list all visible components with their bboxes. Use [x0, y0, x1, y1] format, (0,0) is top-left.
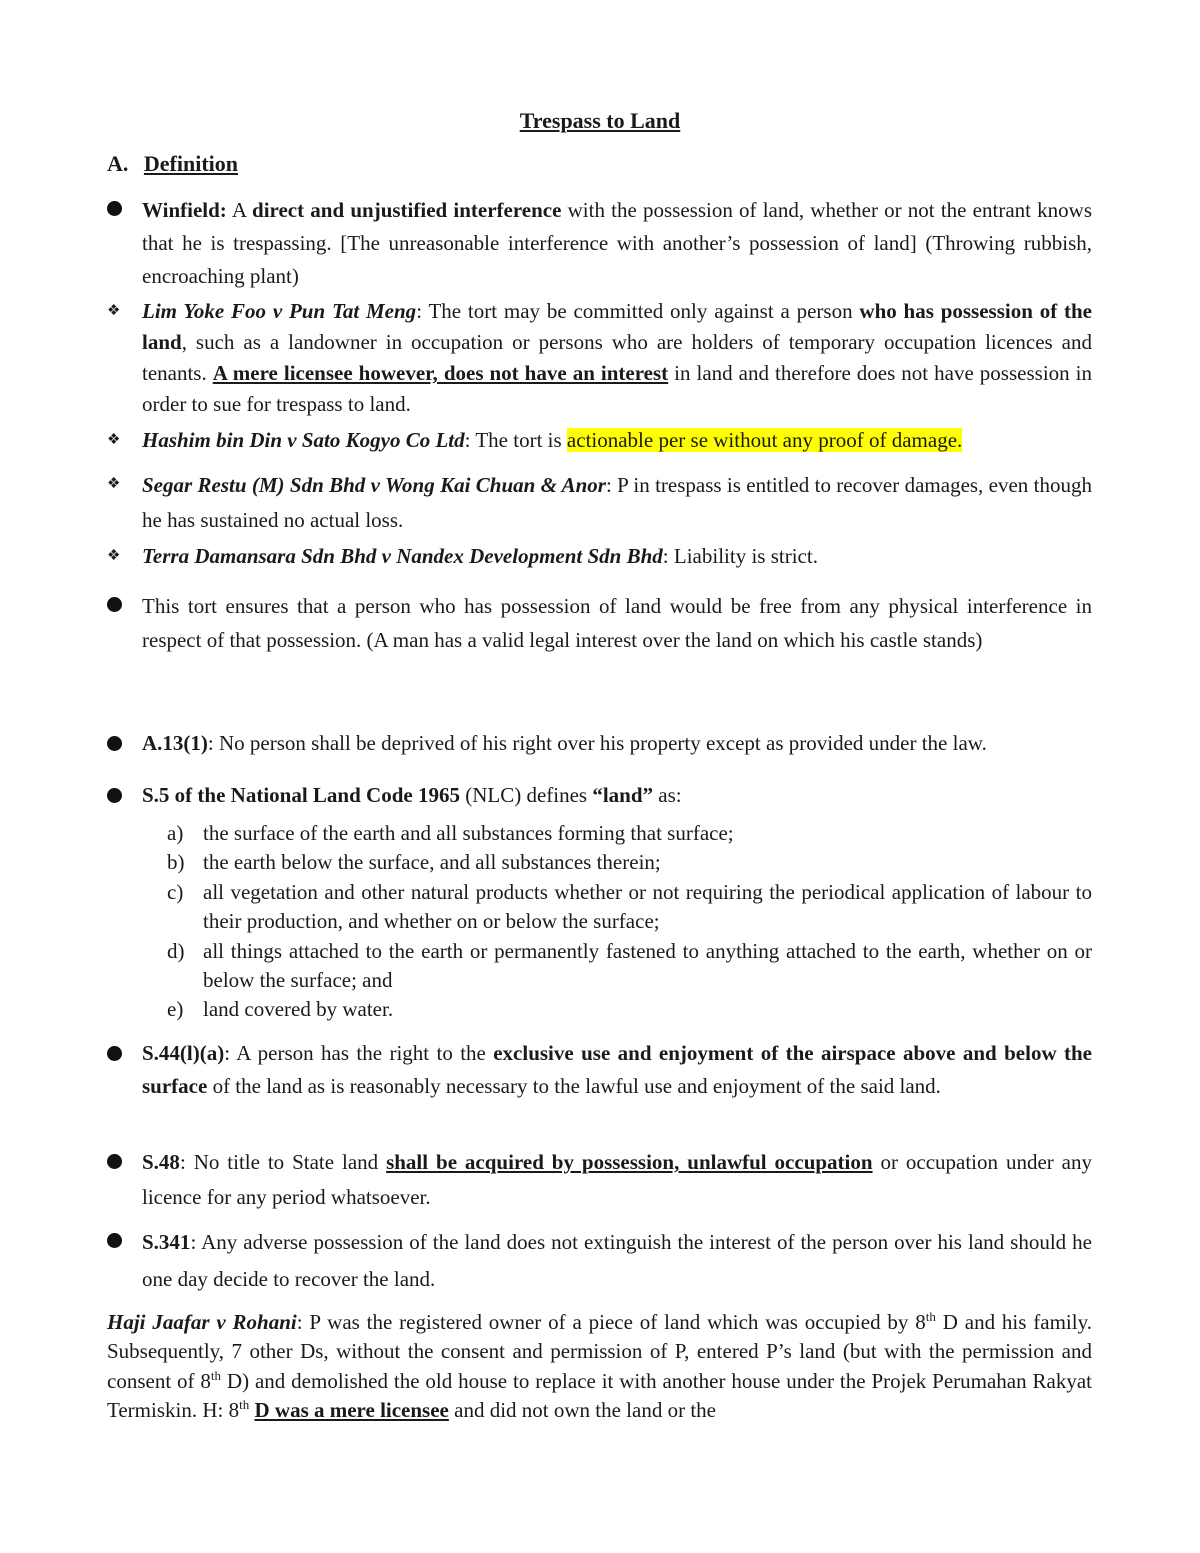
bullet-dot-icon: [107, 1154, 122, 1169]
list-item: b) the earth below the surface, and all substances therein;: [167, 850, 661, 875]
section-44: S.44(l)(a): A person has the right to the exclusive use and enjoyment of the airspace above and below the surface of the land as is reasonably necessary to the lawful use and enjoyment of the said land.: [142, 1041, 1092, 1098]
case-name: Lim Yoke Foo v Pun Tat Meng: [142, 299, 417, 323]
tort-purpose: This tort ensures that a person who has possession of land would be free from any physical interference in respect of that possession. (A man has a valid legal interest over the land on which his castle stands): [142, 594, 1092, 652]
bullet-dot-icon: [107, 736, 122, 751]
land-definition-list: [167, 819, 1092, 1025]
bullet-diamond-icon: ❖: [107, 476, 121, 492]
list-item: e) land covered by water.: [167, 997, 394, 1022]
provision-lead: A.13(1): [142, 731, 208, 755]
bullet-dot-icon: [107, 788, 122, 803]
section-label: Definition: [143, 151, 239, 176]
highlighted-text: actionable per se without any proof of damage.: [566, 428, 963, 452]
list-item: d) all things attached to the earth or permanently fastened to anything attached to the earth, whether on or below the surface; and: [167, 938, 1092, 993]
case-haji-jaafar: Haji Jaafar v Rohani: P was the registered owner of a piece of land which was occupied by 8th D and his family. Subsequently, 7 other Ds, without the consent and permission of P, entered P’s land (but with the permission and consent of 8th D) and demolished the old house to replace it with another house under the Projek Perumahan Rakyat Termiskin. H: 8th D was a mere licensee and did not own the land or the: [107, 1309, 1092, 1423]
section-heading-a: [107, 151, 238, 177]
case-name: Hashim bin Din v Sato Kogyo Co Ltd: [142, 428, 465, 452]
section-letter: A.: [107, 151, 129, 176]
section-341: S.341: Any adverse possession of the land does not extinguish the interest of the person over his land should he one day decide to recover the land.: [142, 1230, 1092, 1291]
provision-lead: S.44(l)(a): [142, 1041, 225, 1065]
bullet-dot-icon: [107, 1233, 122, 1248]
case-segar-restu: Segar Restu (M) Sdn Bhd v Wong Kai Chuan & Anor: P in trespass is entitled to recover damages, even though he has sustained no actual loss.: [142, 473, 1092, 532]
case-name: Segar Restu (M) Sdn Bhd v Wong Kai Chuan & Anor: [142, 473, 606, 497]
page-title: Trespass to Land: [519, 108, 681, 133]
case-terra-damansara: Terra Damansara Sdn Bhd v Nandex Development Sdn Bhd: Liability is strict.: [142, 544, 818, 568]
case-hashim-bin-din: Hashim bin Din v Sato Kogyo Co Ltd: The tort is actionable per se without any proof of damage.: [142, 428, 963, 452]
article-13: A.13(1): No person shall be deprived of his right over his property except as provided under the law.: [142, 731, 987, 755]
bullet-diamond-icon: ❖: [107, 303, 121, 319]
case-lim-yoke-foo: Lim Yoke Foo v Pun Tat Meng: The tort may be committed only against a person who has possession of the land, such as a landowner in occupation or persons who are holders of temporary occupation licences and tenants. A mere licensee however, does not have an interest in land and therefore does not have possession in order to sue for trespass to land.: [142, 299, 1093, 416]
bullet-dot-icon: [107, 201, 122, 216]
bullet-dot-icon: [107, 597, 122, 612]
section-5-nlc: S.5 of the National Land Code 1965 (NLC) defines “land” as:: [142, 783, 682, 807]
provision-lead: S.48: [142, 1150, 180, 1174]
section-48: S.48: No title to State land shall be acquired by possession, unlawful occupation or occupation under any licence for any period whatsoever.: [142, 1150, 1092, 1209]
list-item: c) all vegetation and other natural products whether or not requiring the periodical application of labour to their production, and whether on or below the surface;: [167, 879, 1092, 934]
provision-lead: S.341: [142, 1230, 191, 1254]
case-name: Terra Damansara Sdn Bhd v Nandex Development Sdn Bhd: [142, 544, 663, 568]
list-item: a) the surface of the earth and all substances forming that surface;: [167, 821, 734, 845]
bullet-diamond-icon: ❖: [107, 548, 121, 564]
bullet-diamond-icon: ❖: [107, 432, 121, 448]
bullet-dot-icon: [107, 1046, 122, 1061]
provision-lead: S.5 of the National Land Code 1965: [142, 783, 460, 807]
winfield-definition: Winfield: A direct and unjustified interference with the possession of land, whether or not the entrant knows that he is trespassing. [The unreasonable interference with another’s possession of land] (Throwing rubbish, encroaching plant): [142, 198, 1092, 288]
case-name: Haji Jaafar v Rohani: [107, 1310, 297, 1334]
winfield-lead: Winfield:: [142, 198, 227, 222]
